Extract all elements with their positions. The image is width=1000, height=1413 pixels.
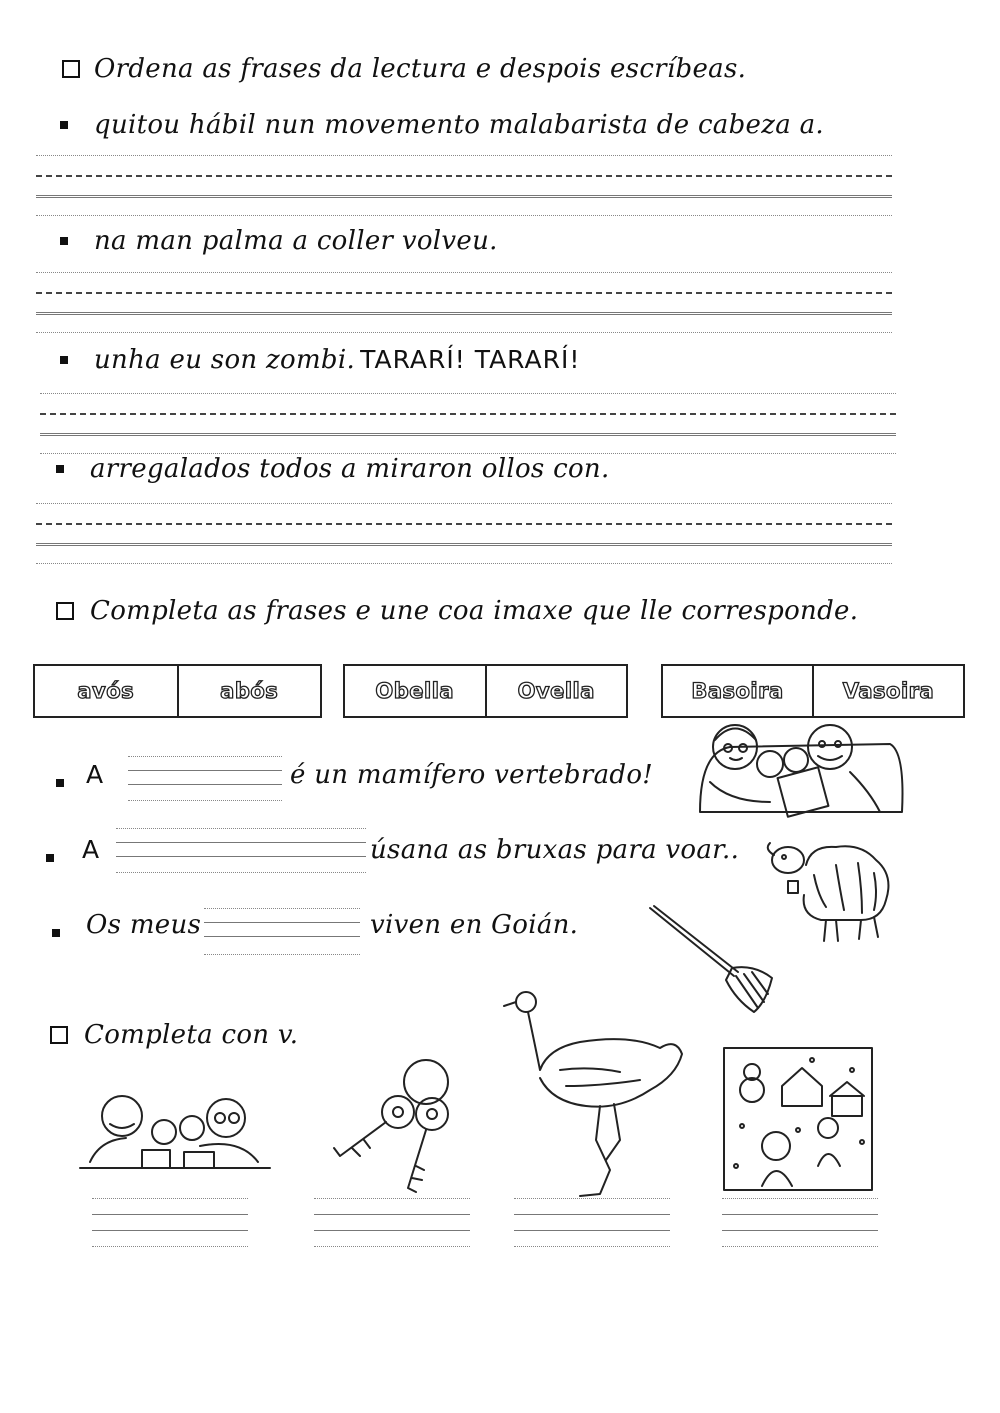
grandparents-reading-image — [690, 712, 910, 824]
bullet-icon — [60, 237, 68, 245]
writing-lines-4[interactable] — [36, 503, 892, 569]
writing-lines-1[interactable] — [36, 155, 892, 221]
sentence-3-print: TARARÍ! TARARÍ! — [360, 345, 581, 374]
writing-lines-avestruz[interactable] — [514, 1198, 670, 1248]
section1-heading — [62, 54, 746, 84]
phrase-1-before: A — [86, 760, 105, 789]
sentence-4-text: arregalados todos a miraron ollos con. — [90, 454, 610, 484]
sentence-1-text: quitou hábil nun movemento malabarista de cabeza a. — [94, 110, 824, 140]
writing-lines-avos[interactable] — [92, 1198, 248, 1248]
option-avos[interactable]: avós — [77, 679, 135, 703]
phrase-1-after: é un mamífero vertebrado! — [290, 760, 654, 790]
sentence-2-text: na man palma a coller volveu. — [94, 226, 498, 256]
section2-heading — [56, 596, 858, 626]
option-box-vasoira — [661, 664, 965, 718]
writing-lines-3[interactable] — [40, 393, 896, 459]
option-box-ovella — [343, 664, 628, 718]
bullet-icon — [52, 929, 60, 937]
phrase-3-blank[interactable] — [204, 908, 360, 952]
sentence-3 — [60, 345, 580, 375]
sentence-4 — [56, 454, 610, 484]
option-vasoira[interactable]: Vasoira — [812, 666, 963, 716]
bullet-icon — [56, 779, 64, 787]
phrase-2-blank[interactable] — [116, 828, 366, 872]
writing-lines-inverno[interactable] — [722, 1198, 878, 1248]
section1-title: Ordena as frases da lectura e despois escríbeas. — [94, 54, 747, 84]
phrase-3-after: viven en Goián. — [370, 910, 579, 940]
sheep-image — [766, 835, 896, 945]
ostrich-image — [500, 990, 690, 1200]
bullet-icon — [60, 121, 68, 129]
phrase-1-bullet-wrap — [56, 772, 64, 791]
bullet-icon — [46, 854, 54, 862]
keys-image — [330, 1056, 465, 1196]
option-abos[interactable]: abós — [177, 666, 321, 716]
section3-heading — [50, 1020, 298, 1050]
bullet-icon — [60, 356, 68, 364]
writing-lines-2[interactable] — [36, 272, 892, 338]
phrase-3-bullet-wrap — [52, 922, 60, 941]
checkbox-icon — [56, 602, 74, 620]
option-basoira[interactable]: Basoira — [691, 679, 784, 703]
phrase-2-before: A — [82, 835, 101, 864]
checkbox-icon — [50, 1026, 68, 1044]
checkbox-icon — [62, 60, 80, 78]
bullet-icon — [56, 465, 64, 473]
sentence-2 — [60, 226, 498, 256]
sentence-1 — [60, 110, 824, 140]
phrase-3-before: Os meus — [86, 910, 202, 940]
winter-scene-image — [722, 1046, 874, 1192]
phrase-2-bullet-wrap — [46, 847, 54, 866]
grandparents-table-image — [80, 1092, 270, 1184]
sentence-3-text: unha eu son zombi. — [94, 345, 356, 375]
phrase-1-blank[interactable] — [128, 756, 282, 800]
option-box-avos — [33, 664, 322, 718]
option-obella[interactable]: Obella — [375, 679, 455, 703]
phrase-2-after: úsana as bruxas para voar.. — [370, 835, 740, 865]
writing-lines-chaves[interactable] — [314, 1198, 470, 1248]
section2-title: Completa as frases e une coa imaxe que lle corresponde. — [90, 596, 859, 626]
option-ovella[interactable]: Ovella — [485, 666, 627, 716]
section3-title: Completa con v. — [84, 1020, 299, 1050]
